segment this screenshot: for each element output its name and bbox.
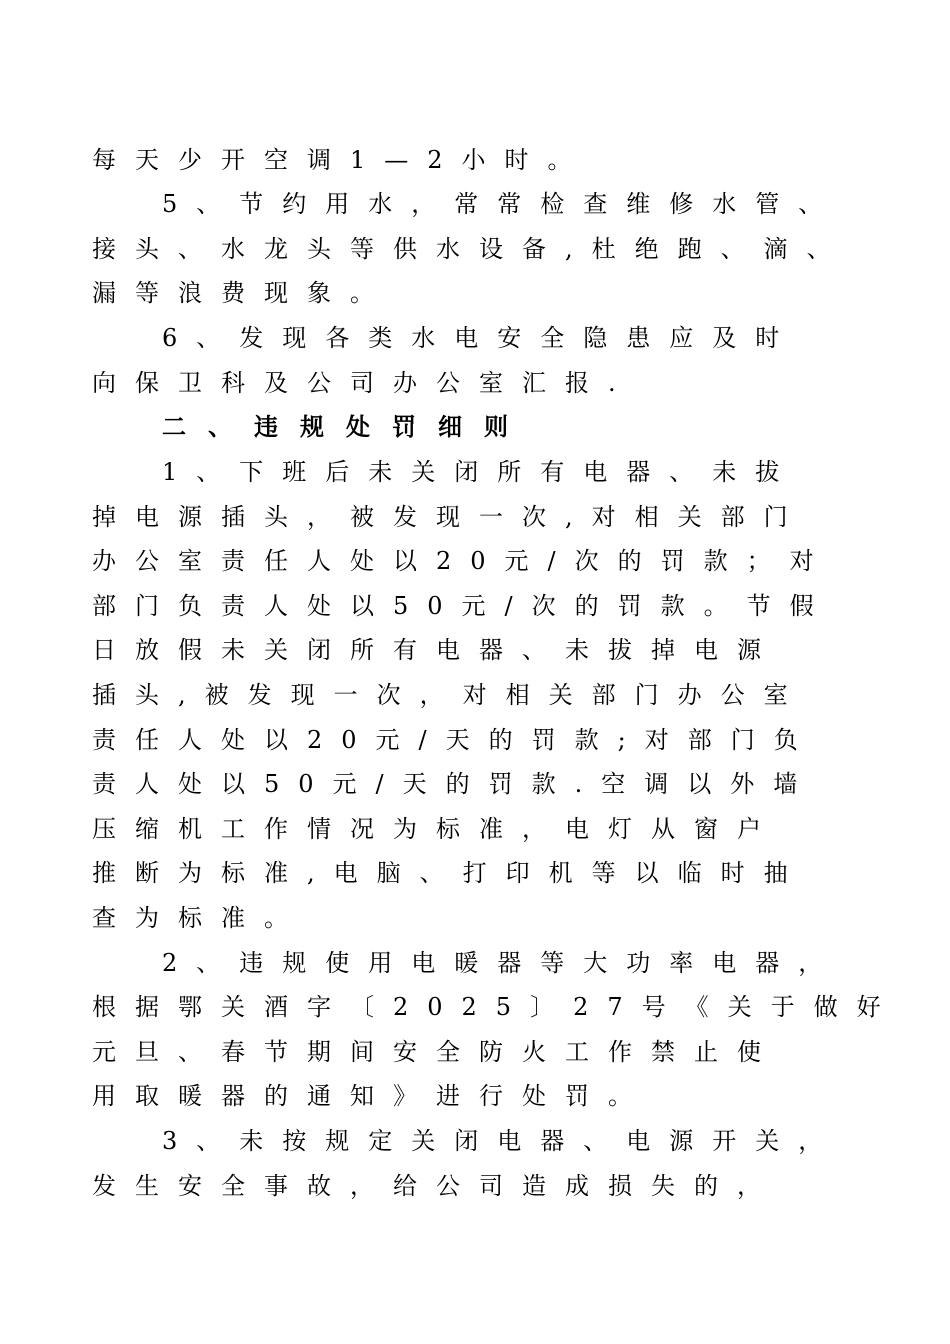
section-heading: 二、违规处罚细则 (162, 412, 530, 441)
text-line-5: 6、发现各类水电安全隐患应及时 (162, 324, 799, 352)
text-line-14: 责任人处以20元/天的罚款;对部门负 (92, 726, 817, 754)
text-line-2: 5、节约用水，常常检查维修水管、 (162, 190, 842, 218)
text-line-19: 2、违规使用电暖器等大功率电器， (162, 949, 842, 977)
text-line-1: 每天少开空调1—2小时。 (92, 146, 591, 174)
text-line-3: 接头、水龙头等供水设备,杜绝跑、滴、 (92, 235, 850, 263)
text-line-17: 推断为标准,电脑、打印机等以临时抽 (92, 859, 807, 887)
text-line-23: 3、未按规定关闭电器、电源开关， (162, 1127, 842, 1155)
text-line-13: 插头,被发现一次，对相关部门办公室 (92, 681, 807, 709)
text-line-22: 用取暖器的通知》进行处罚。 (92, 1082, 651, 1110)
text-line-21: 元旦、春节期间安全防火工作禁止使 (92, 1038, 780, 1066)
text-line-18: 查为标准。 (92, 904, 307, 932)
text-line-20: 根据鄂关酒字〔2025〕27号《关于做好 (92, 993, 900, 1021)
text-line-24: 发生安全事故，给公司造成损失的， (92, 1172, 780, 1200)
text-line-6: 向保卫科及公司办公室汇报. (92, 369, 635, 397)
text-line-15: 责人处以50元/天的罚款.空调以外墙 (92, 770, 817, 798)
text-line-11: 部门负责人处以50元/次的罚款。节假 (92, 592, 833, 620)
text-line-12: 日放假未关闭所有电器、未拔掉电源 (92, 636, 780, 664)
text-line-16: 压缩机工作情况为标准，电灯从窗户 (92, 815, 780, 843)
text-line-9: 掉电源插头，被发现一次,对相关部门 (92, 503, 807, 531)
text-line-4: 漏等浪费现象。 (92, 279, 393, 307)
text-line-10: 办公室责任人处以20元/次的罚款；对 (92, 547, 833, 575)
text-line-8: 1、下班后未关闭所有电器、未拔 (162, 458, 799, 486)
